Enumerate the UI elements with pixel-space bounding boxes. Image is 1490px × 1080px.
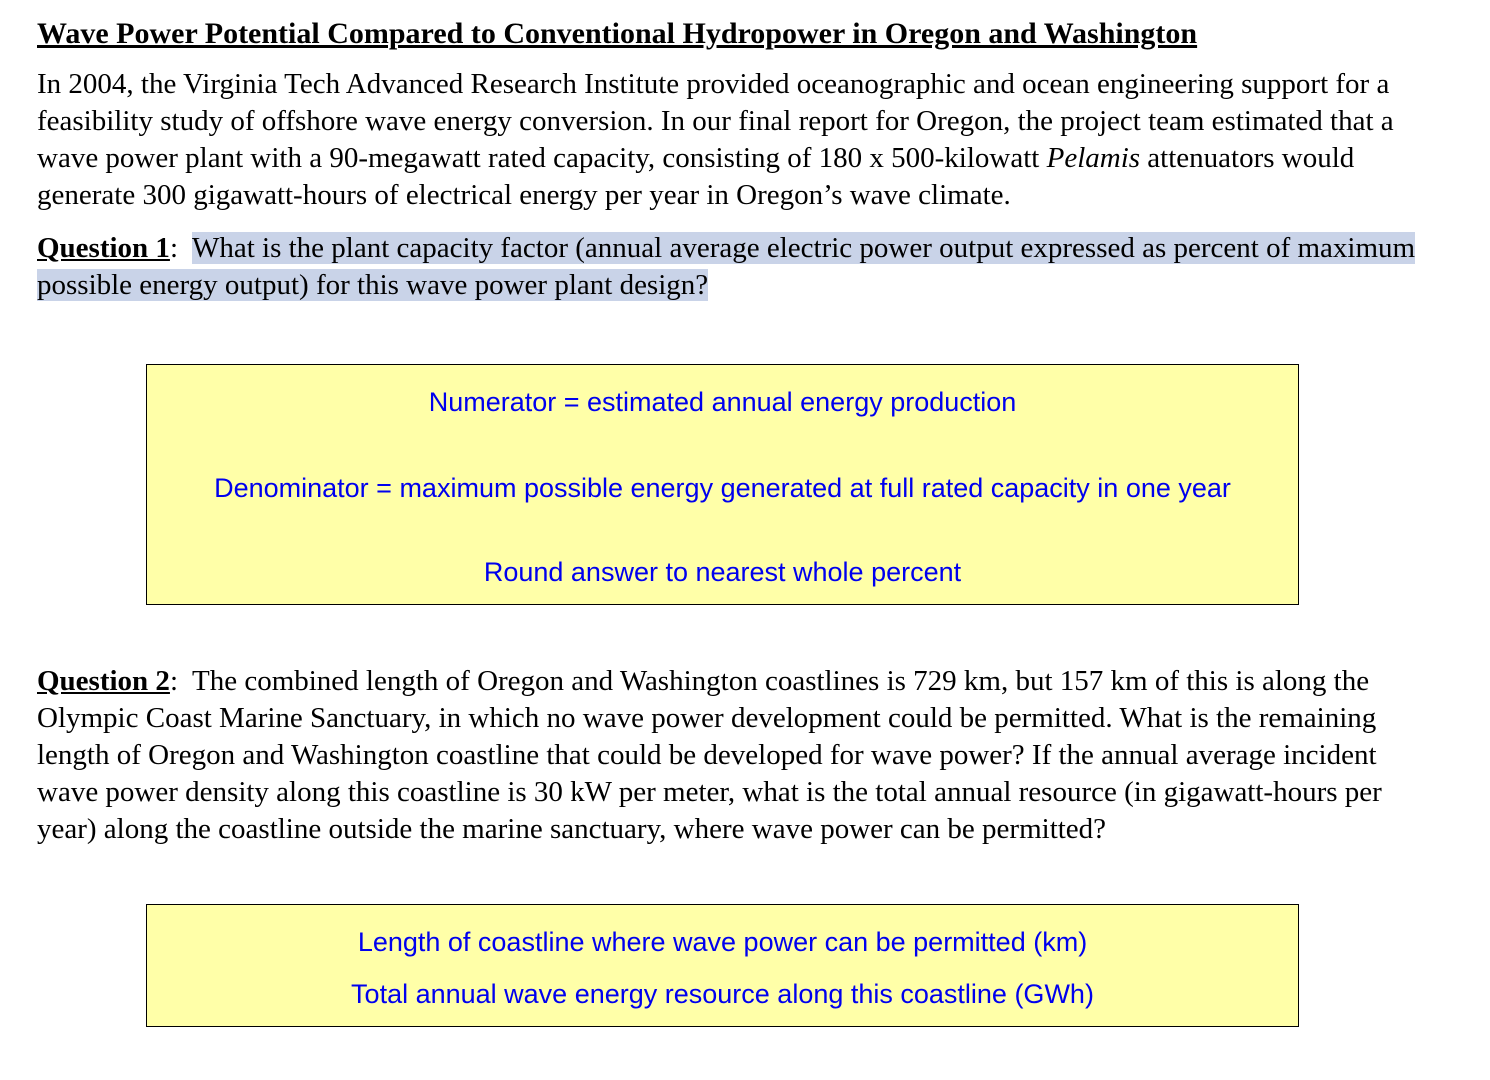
question-2-text: The combined length of Oregon and Washington coastlines is 729 km, but 157 km of this is along the Olympic Coast Marine Sanctuary, in which no wave power development could be permitted. What is the remaining length of Oregon and Washington coastline that could be developed for wave power? If the annual average incident wave power density along this coastline is 30 kW per meter, what is the total annual resource (in gigawatt-hours per year) along the coastline outside the marine sanctuary, where wave power can be permitted? [37,665,1382,845]
question-1-paragraph [37,230,1417,304]
question-2-paragraph [37,663,1417,848]
question-2-section [37,663,1417,848]
box2-resource-line: Total annual wave energy resource along this coastline (GWh) [351,979,1094,1009]
question-1-colon: : [169,232,192,264]
box2-length-line: Length of coastline where wave power can be permitted (km) [357,927,1088,957]
box1-rounding-line: Round answer to nearest whole percent [483,557,962,587]
question-1-highlighted-text[interactable]: What is the plant capacity factor (annual average electric power output expressed as percent of maximum possible energy output) for this wave power plant design? [37,232,1416,301]
box1-denominator-line: Denominator = maximum possible energy generated at full rated capacity in one year [214,473,1231,503]
document-page [37,14,1417,304]
document-title: Wave Power Potential Compared to Conventional Hydropower in Oregon and Washington [37,17,1198,50]
intro-text-start: In 2004, the Virginia Tech Advanced Research Institute provided oceanographic and ocean engineering support for a feasibility study of offshore wave energy conversion. In our final report for Oregon, the project team estimated that a wave power plant with a 90-megawatt rated capacity, consisting of 180 x 500-kilowatt [37,68,1394,174]
intro-italic-term: Pelamis [1046,142,1141,174]
box1-numerator-line: Numerator = estimated annual energy production [428,387,1017,417]
question-2-colon: : [169,665,192,697]
question-2-label: Question 2 [37,665,170,697]
intro-paragraph [37,66,1417,214]
intro-text-end: attenuators would generate 300 gigawatt-hours of electrical energy per year in Oregon’s wave climate. [37,142,1355,211]
question-2-answer-box[interactable] [146,904,1299,1027]
question-1-answer-box[interactable] [146,364,1299,605]
question-1-label: Question 1 [37,232,170,264]
